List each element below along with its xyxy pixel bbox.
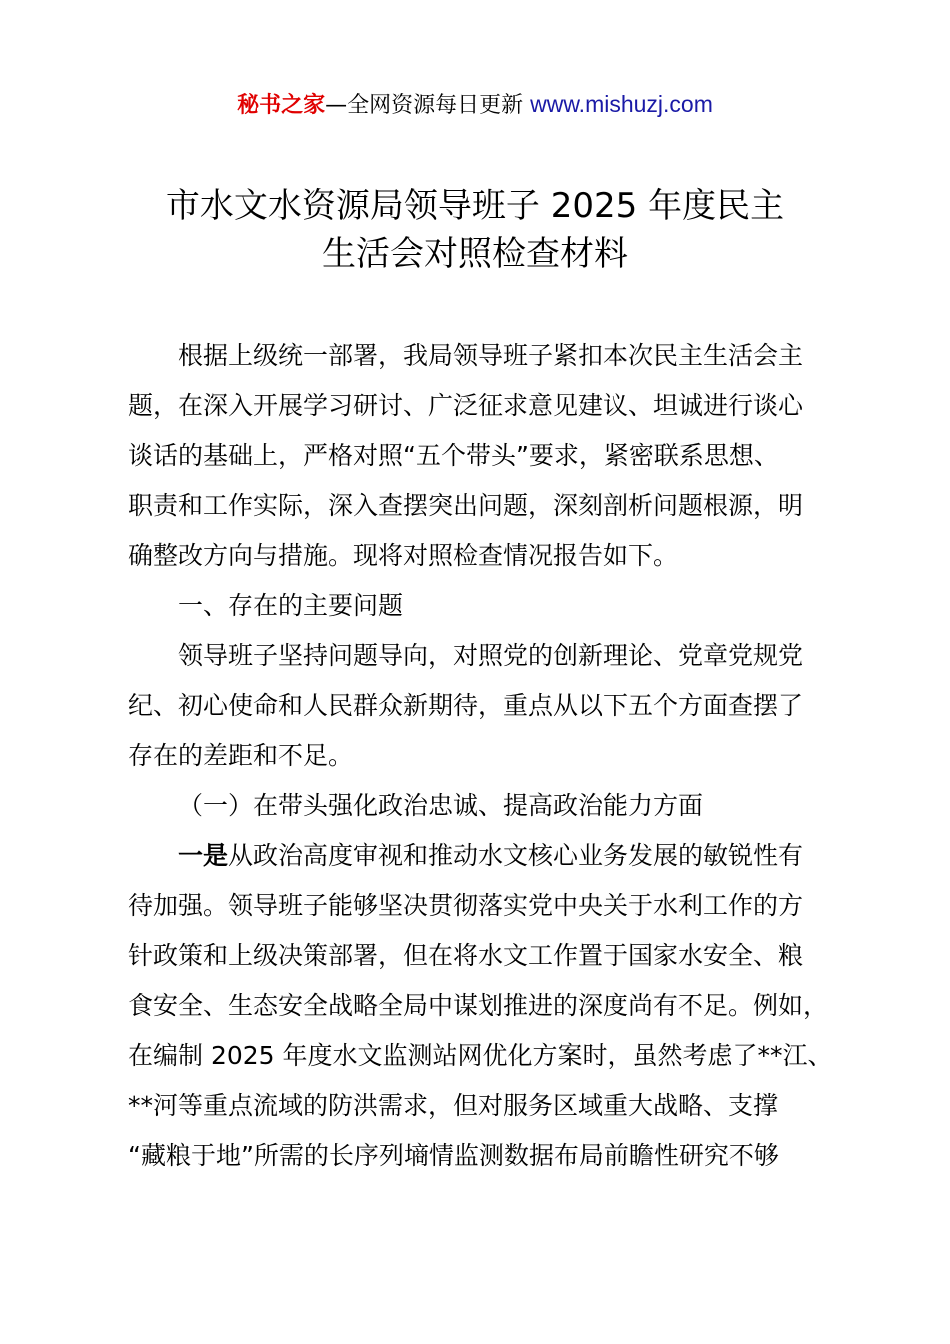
section-intro-line: 纪、初心使命和人民群众新期待，重点从以下五个方面查摆了: [128, 691, 804, 720]
site-url-link[interactable]: www.mishuzj.com: [530, 91, 713, 117]
point-line: [128, 831, 833, 881]
intro-line: 谈话的基础上，严格对照“五个带头”要求，紧密联系思想、: [128, 441, 779, 470]
subsection-heading: （一）在带头强化政治忠诚、提高政治能力方面: [178, 791, 704, 820]
point-line: 待加强。领导班子能够坚决贯彻落实党中央关于水利工作的方: [128, 891, 804, 920]
point-line: 针政策和上级决策部署，但在将水文工作置于国家水安全、粮: [128, 941, 804, 970]
section-intro-line: 存在的差距和不足。: [128, 741, 354, 770]
point-line: 在编制 2025 年度水文监测站网优化方案时，虽然考虑了**江、: [128, 1041, 833, 1070]
point-line: “藏粮于地”所需的长序列墒情监测数据布局前瞻性研究不够: [128, 1141, 779, 1170]
intro-paragraph: [128, 331, 833, 581]
point-line-text: 从政治高度审视和推动水文核心业务发展的敏锐性有: [228, 841, 804, 870]
intro-line: 根据上级统一部署，我局领导班子紧扣本次民主生活会主: [178, 341, 804, 370]
title-line-1: 市水文水资源局领导班子 2025 年度民主: [165, 186, 785, 226]
point-paragraph: [128, 831, 833, 1181]
section-intro-paragraph: [128, 631, 833, 781]
section-intro-line: 领导班子坚持问题导向，对照党的创新理论、党章党规党: [178, 641, 804, 670]
point-line: **河等重点流域的防洪需求，但对服务区域重大战略、支撑: [128, 1091, 779, 1120]
intro-line: 题，在深入开展学习研讨、广泛征求意见建议、坦诚进行谈心: [128, 391, 804, 420]
point-lead: 一是: [178, 841, 229, 870]
document-title: [100, 182, 850, 278]
site-header: [0, 86, 950, 124]
brand-name: 秘书之家: [237, 93, 326, 118]
title-line-2: 生活会对照检查材料: [322, 234, 628, 274]
point-line: 食安全、生态安全战略全局中谋划推进的深度尚有不足。例如，: [128, 991, 829, 1020]
intro-line: 职责和工作实际，深入查摆突出问题，深刻剖析问题根源，明: [128, 491, 804, 520]
document-body: [128, 331, 833, 1181]
section-heading: 一、存在的主要问题: [178, 591, 404, 620]
intro-line: 确整改方向与措施。现将对照检查情况报告如下。: [128, 541, 679, 570]
site-tagline: —全网资源每日更新: [325, 93, 531, 118]
